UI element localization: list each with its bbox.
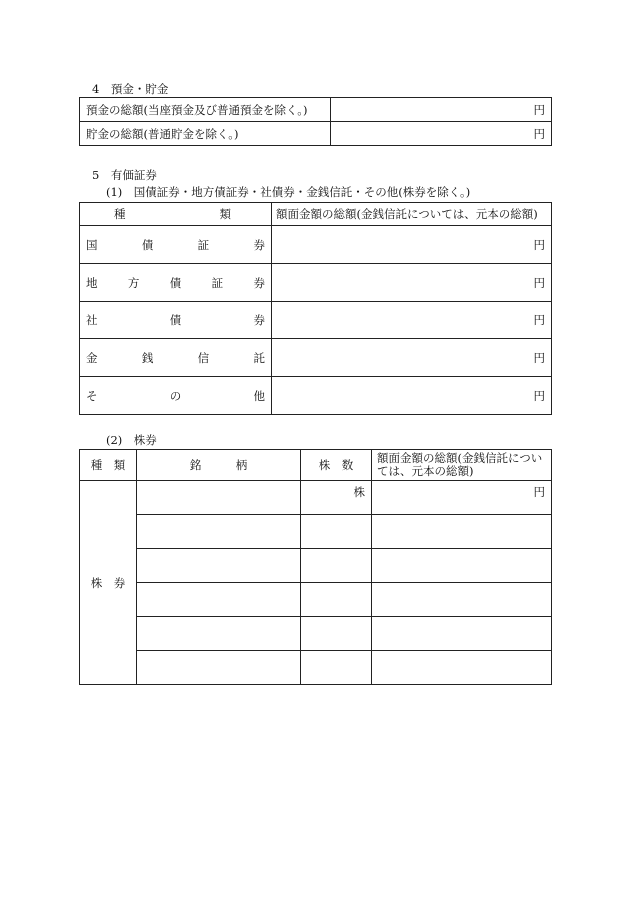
share-count-header: 株 数 [301, 450, 372, 481]
bonds-table [79, 202, 552, 415]
share-unit: 株 [301, 481, 372, 515]
yen-unit: 円 [331, 122, 552, 146]
table-row [80, 377, 552, 415]
bond-type-label: 社 債 券 [86, 313, 265, 327]
table-row [80, 617, 552, 651]
yen-unit: 円 [272, 339, 552, 377]
table-row [80, 549, 552, 583]
kind-header: 種 類 [114, 207, 231, 221]
table-row [80, 651, 552, 685]
brand-cell [137, 651, 301, 685]
amount-cell [372, 549, 552, 583]
stocks-subheading: (2) 株券 [106, 433, 157, 447]
amount-cell [372, 651, 552, 685]
brand-cell [137, 481, 301, 515]
yen-unit: 円 [331, 98, 552, 122]
amount-cell [372, 515, 552, 549]
table-header-row [80, 450, 552, 481]
bond-type-label: 地 方 債 証 券 [86, 275, 265, 290]
deposits-heading: 4 預金・貯金 [92, 82, 169, 96]
table-row [80, 302, 552, 339]
brand-cell [137, 549, 301, 583]
kind-header: 種 類 [80, 450, 137, 481]
table-row [80, 339, 552, 377]
brand-cell [137, 583, 301, 617]
amount-header: 額面金額の総額(金銭信託については、元本の総額) [272, 203, 552, 226]
bonds-subheading: (1) 国債証券・地方債証券・社債券・金銭信託・その他(株券を除く。) [106, 185, 471, 199]
table-header-row [80, 203, 552, 226]
share-count-cell [301, 583, 372, 617]
deposit-label: 預金の総額(当座預金及び普通預金を除く。) [80, 98, 331, 122]
amount-cell [372, 583, 552, 617]
table-row [80, 583, 552, 617]
share-count-cell [301, 549, 372, 583]
securities-heading: 5 有価証券 [92, 168, 157, 182]
table-row [80, 481, 552, 515]
brand-cell [137, 515, 301, 549]
bond-type-label: 国 債 証 券 [86, 237, 265, 252]
amount-header: 額面金額の総額(金銭信託については、元本の総額) [372, 450, 552, 481]
amount-cell [372, 617, 552, 651]
yen-unit: 円 [372, 481, 552, 515]
table-row [80, 515, 552, 549]
bond-type-label: そ の 他 [86, 388, 265, 403]
yen-unit: 円 [272, 377, 552, 415]
yen-unit: 円 [272, 226, 552, 264]
yen-unit: 円 [272, 302, 552, 339]
brand-cell [137, 617, 301, 651]
brand-header: 銘 柄 [137, 450, 301, 481]
bond-type-label: 金 銭 信 託 [86, 350, 265, 365]
deposits-table [79, 97, 552, 146]
stocks-table [79, 449, 552, 685]
yen-unit: 円 [272, 264, 552, 302]
table-row [80, 264, 552, 302]
savings-label: 貯金の総額(普通貯金を除く。) [80, 122, 331, 146]
share-count-cell [301, 651, 372, 685]
table-row [80, 226, 552, 264]
share-count-cell [301, 617, 372, 651]
share-count-cell [301, 515, 372, 549]
table-row [80, 98, 552, 122]
table-row [80, 122, 552, 146]
stock-row-label: 株 券 [80, 481, 137, 685]
